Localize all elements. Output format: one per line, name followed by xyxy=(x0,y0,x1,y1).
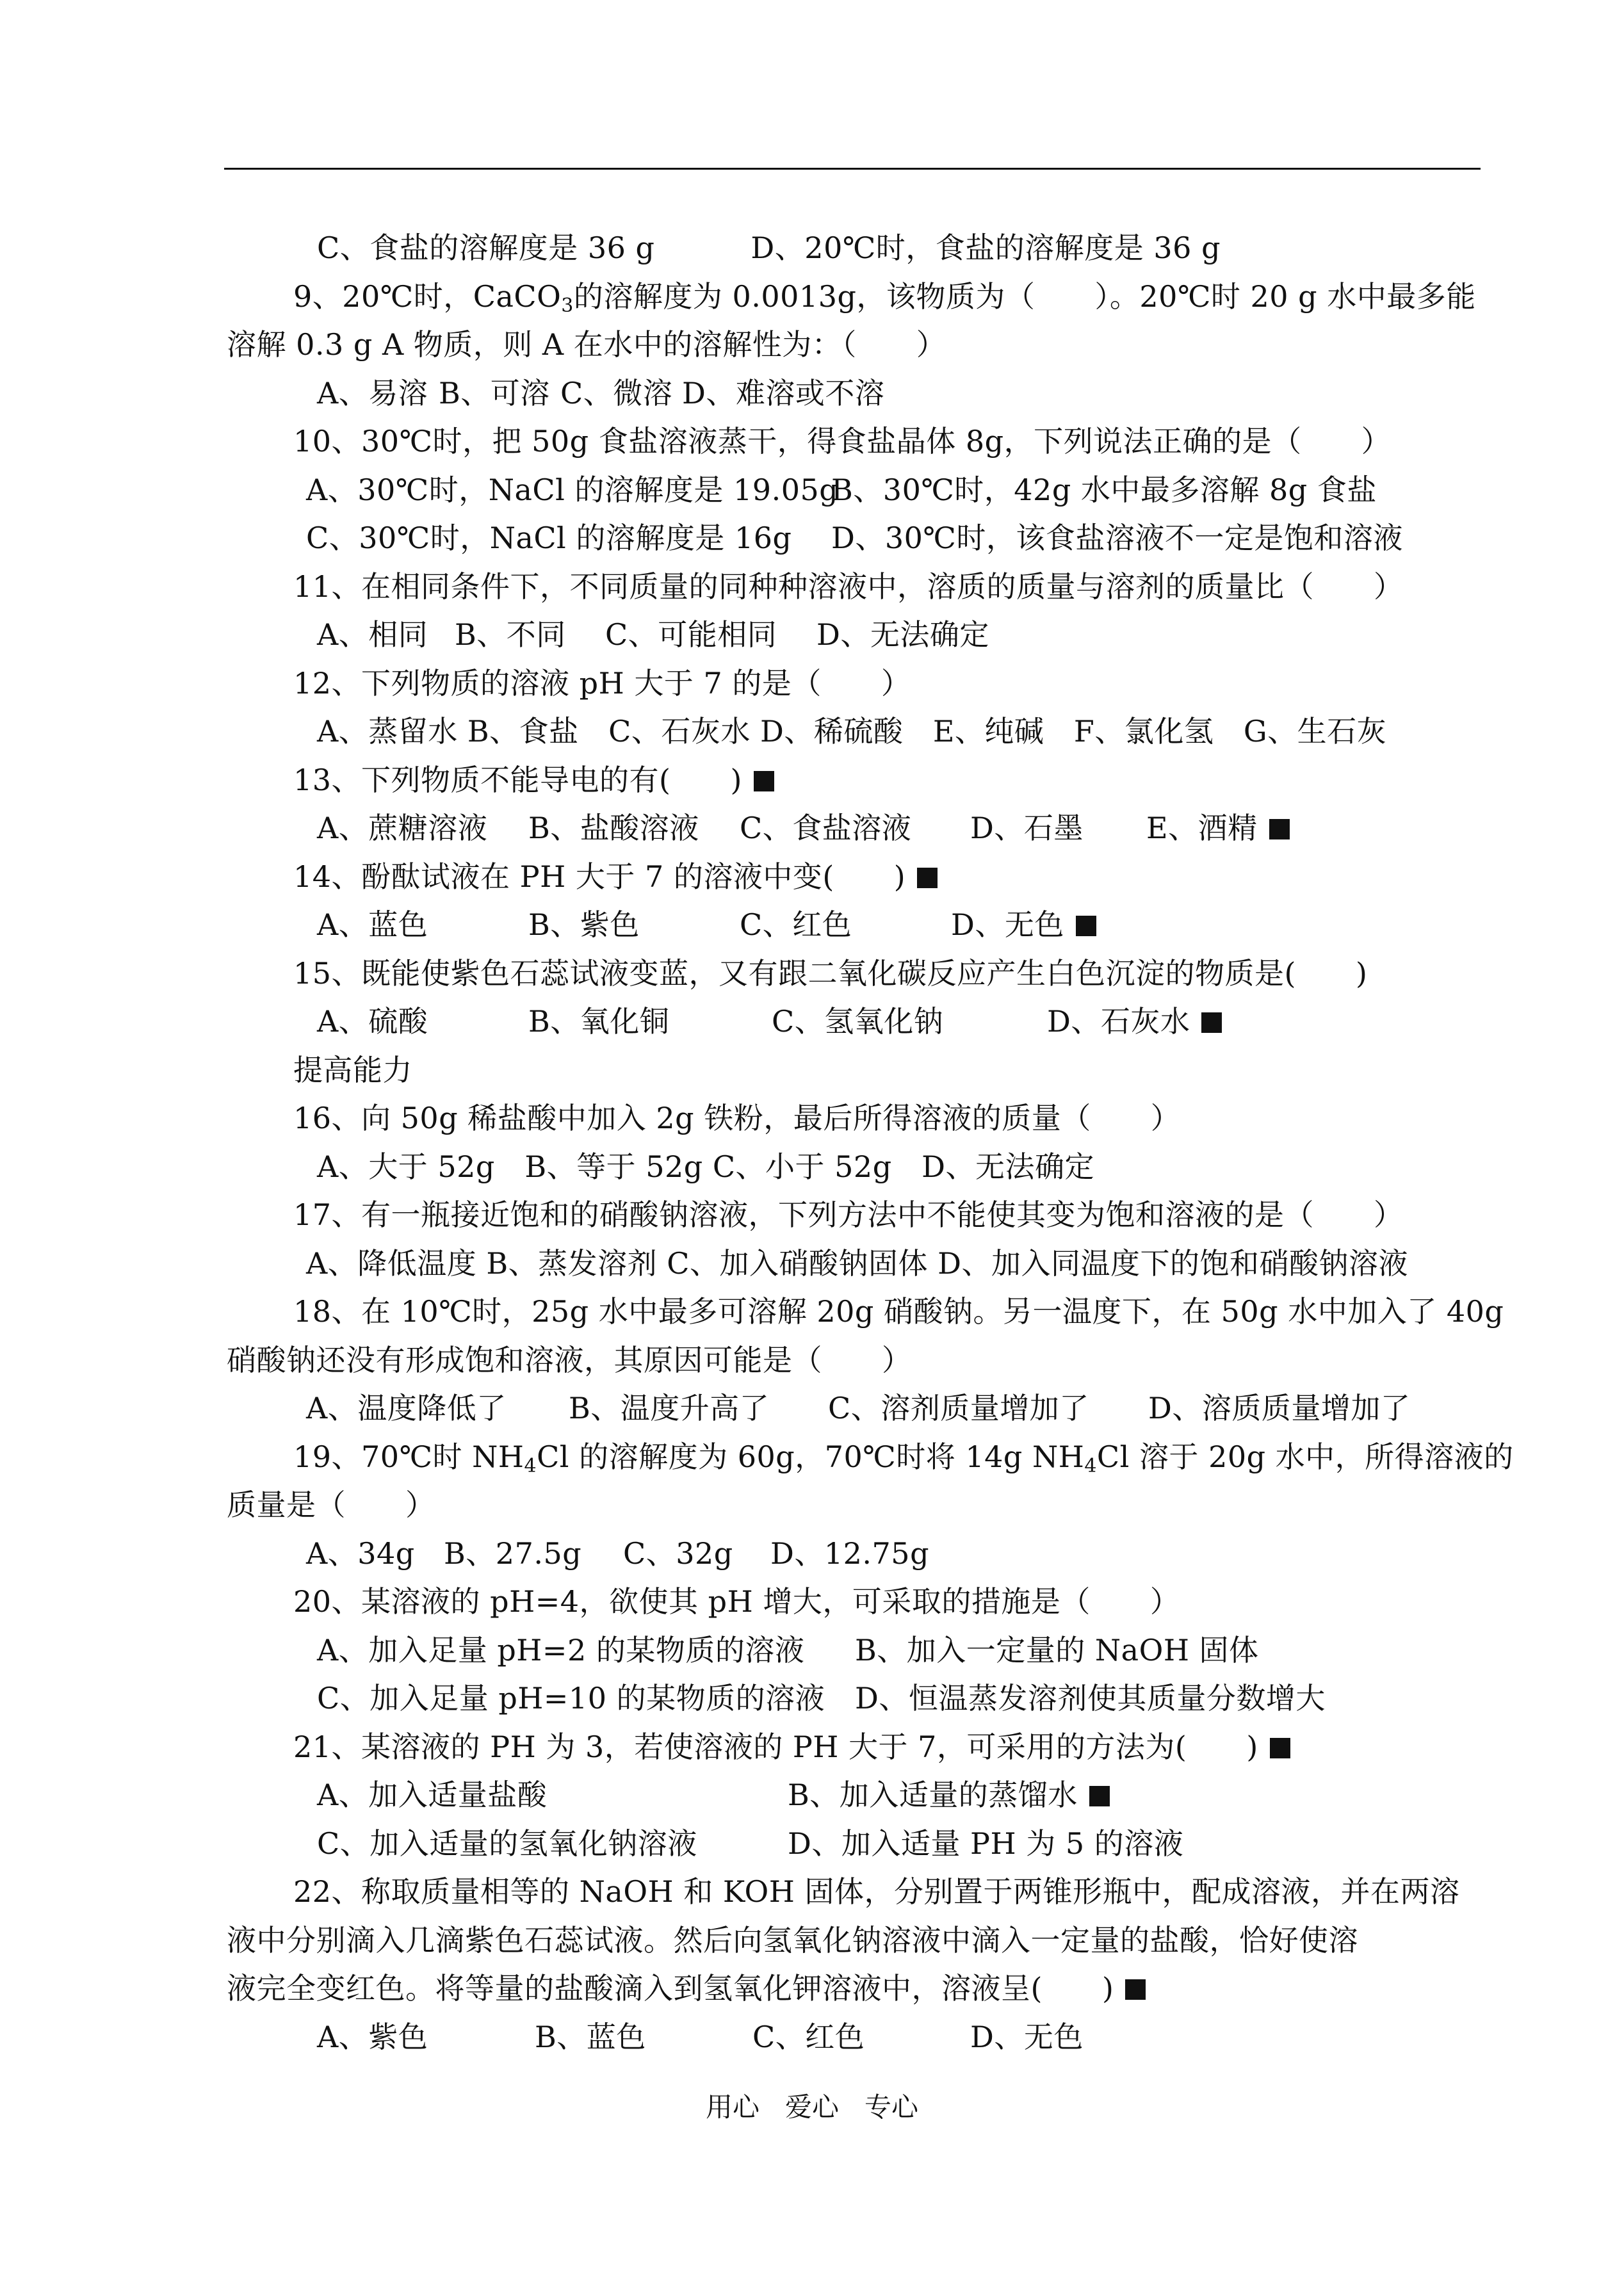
option-d: D、溶质质量增加了 xyxy=(1148,1391,1411,1425)
question-10-options-cd xyxy=(224,514,1481,563)
option-a: A、易溶 xyxy=(317,375,428,410)
question-22-options xyxy=(224,2013,1481,2062)
question-13: 13、下列物质不能导电的有( ) xyxy=(224,756,1481,805)
question-20-options-ab xyxy=(224,1626,1481,1675)
header-rule xyxy=(224,168,1481,170)
option-c: C、红色 xyxy=(752,2019,865,2054)
page-footer xyxy=(0,2086,1624,2125)
question-22-line3: 液完全变红色。将等量的盐酸滴入到氢氧化钾溶液中，溶液呈( ) xyxy=(224,1965,1481,2013)
square-marker-icon xyxy=(917,868,938,888)
question-21-options-cd xyxy=(224,1820,1481,1869)
question-21-options-ab xyxy=(224,1771,1481,1820)
question-10: 10、30℃时，把 50g 食盐溶液蒸干，得食盐晶体 8g，下列说法正确的是（ ） xyxy=(293,424,1392,458)
option-c: C、加入适量的氢氧化钠溶液 xyxy=(317,1826,697,1861)
question-9-options xyxy=(224,369,1481,418)
option-d: D、无色 xyxy=(970,2019,1084,2054)
option-d: D、难溶或不溶 xyxy=(682,375,885,410)
option-d: D、加入适量 PH 为 5 的溶液 xyxy=(788,1826,1184,1861)
option-d: D、石灰水 xyxy=(1047,1004,1190,1039)
option-a: A、紫色 xyxy=(317,2019,428,2054)
question-9-line1: 9、20℃时，CaCO$_3$的溶解度为 0.0013g，该物质为（ ）。20℃时 20 g 水中最多能 xyxy=(293,279,1476,317)
option-e: E、酒精 xyxy=(1146,811,1258,845)
option-d: D、恒温蒸发溶剂使其质量分数增大 xyxy=(855,1681,1326,1715)
question-19-options xyxy=(224,1530,1481,1578)
option-a: A、蓝色 xyxy=(317,907,428,942)
square-marker-icon xyxy=(1125,1979,1146,2000)
option-b: B、盐酸溶液 xyxy=(528,811,699,845)
option-b: B、加入适量的蒸馏水 xyxy=(788,1778,1078,1812)
question-12-options: A、蒸留水 B、食盐 C、石灰水 D、稀硫酸 E、纯碱 F、氯化氢 G、生石灰 xyxy=(317,714,1387,749)
option-c: C、可能相同 xyxy=(605,617,777,652)
question-11-options xyxy=(224,611,1481,660)
question-22-line2: 液中分别滴入几滴紫色石蕊试液。然后向氢氧化钠溶液中滴入一定量的盐酸，恰好使溶 xyxy=(227,1922,1358,1958)
option-c: C、加入足量 pH=10 的某物质的溶液 xyxy=(317,1681,825,1715)
question-21: 21、某溶液的 PH 为 3，若使溶液的 PH 大于 7，可采用的方法为( ) xyxy=(224,1723,1481,1772)
option-b: B、加入一定量的 NaOH 固体 xyxy=(855,1632,1259,1667)
option-c: C、食盐溶液 xyxy=(740,811,912,845)
question-20: 20、某溶液的 pH=4，欲使其 pH 增大，可采取的措施是（ ） xyxy=(293,1584,1180,1619)
question-list xyxy=(224,224,1514,2061)
footer-text-3: 专心 xyxy=(865,2091,919,2123)
option-a: A、相同 xyxy=(317,617,428,652)
question-9-line2: 溶解 0.3 g A 物质，则 A 在水中的溶解性为：（ ） xyxy=(227,327,946,362)
option-d: D、12.75g xyxy=(770,1536,930,1571)
square-marker-icon xyxy=(1269,819,1290,839)
square-marker-icon xyxy=(1076,916,1096,936)
option-c: C、氢氧化钠 xyxy=(772,1004,944,1039)
question-18-line2: 硝酸钠还没有形成饱和溶液，其原因可能是（ ） xyxy=(227,1342,912,1377)
q8-options-cd xyxy=(224,224,1481,273)
option-c: C、溶剂质量增加了 xyxy=(828,1391,1089,1425)
option-c: C、食盐的溶解度是 36 g xyxy=(317,231,655,265)
option-a: A、34g xyxy=(306,1536,415,1571)
option-d: D、30℃时，该食盐溶液不一定是饱和溶液 xyxy=(831,521,1403,555)
square-marker-icon xyxy=(754,771,774,791)
question-22-line1: 22、称取质量相等的 NaOH 和 KOH 固体，分别置于两锥形瓶中，配成溶液，并在两溶 xyxy=(293,1874,1460,1909)
option-a: A、蔗糖溶液 xyxy=(317,811,488,845)
option-d: D、石墨 xyxy=(970,811,1084,845)
question-12: 12、下列物质的溶液 pH 大于 7 的是（ ） xyxy=(293,665,911,701)
square-marker-icon xyxy=(1089,1786,1110,1806)
option-b: B、蓝色 xyxy=(535,2019,646,2054)
question-17-options: A、降低温度 B、蒸发溶剂 C、加入硝酸钠固体 D、加入同温度下的饱和硝酸钠溶液 xyxy=(306,1245,1408,1281)
question-18-options xyxy=(224,1384,1481,1433)
option-a: A、硫酸 xyxy=(317,1004,428,1039)
question-15-options xyxy=(224,998,1481,1046)
option-a: A、温度降低了 xyxy=(306,1391,507,1425)
option-d: D、无法确定 xyxy=(816,617,989,652)
option-a: A、加入适量盐酸 xyxy=(317,1778,548,1812)
option-d: D、无色 xyxy=(951,907,1064,942)
option-b: B、30℃时，42g 水中最多溶解 8g 食盐 xyxy=(831,472,1377,507)
square-marker-icon xyxy=(1270,1738,1290,1758)
question-11: 11、在相同条件下，不同质量的同种种溶液中，溶质的质量与溶剂的质量比（ ） xyxy=(293,569,1404,604)
question-10-options-ab xyxy=(224,466,1481,515)
option-c: C、红色 xyxy=(740,907,852,942)
section-heading: 提高能力 xyxy=(293,1052,412,1087)
square-marker-icon xyxy=(1201,1012,1222,1033)
option-b: B、不同 xyxy=(455,617,566,652)
question-20-options-cd xyxy=(224,1675,1481,1723)
footer-text-2: 爱心 xyxy=(784,2091,839,2123)
question-17: 17、有一瓶接近饱和的硝酸钠溶液，下列方法中不能使其变为饱和溶液的是（ ） xyxy=(293,1197,1404,1232)
option-b: B、温度升高了 xyxy=(569,1391,770,1425)
option-b: B、氧化铜 xyxy=(528,1004,670,1039)
question-14: 14、酚酞试液在 PH 大于 7 的溶液中变( ) xyxy=(224,853,1481,902)
option-c: C、32g xyxy=(623,1536,733,1571)
option-b: B、27.5g xyxy=(444,1536,582,1571)
question-16-options: A、大于 52g B、等于 52g C、小于 52g D、无法确定 xyxy=(317,1149,1095,1184)
option-a: A、30℃时，NaCl 的溶解度是 19.05g xyxy=(306,472,839,507)
question-15: 15、既能使紫色石蕊试液变蓝，又有跟二氧化碳反应产生白色沉淀的物质是( ) xyxy=(293,955,1368,991)
option-b: B、可溶 xyxy=(439,375,550,410)
question-14-options xyxy=(224,901,1481,950)
option-c: C、30℃时，NaCl 的溶解度是 16g xyxy=(306,521,792,555)
option-b: B、紫色 xyxy=(528,907,640,942)
option-d: D、20℃时，食盐的溶解度是 36 g xyxy=(751,231,1221,265)
question-19-line1: 19、70℃时 $NH_4Cl$ 的溶解度为 60g，70℃时将 14g $NH_4Cl$ 溶于 20g 水中，所得溶液的 xyxy=(293,1439,1514,1477)
footer-text-1: 用心 xyxy=(705,2091,759,2123)
question-18-line1: 18、在 10℃时，25g 水中最多可溶解 20g 硝酸钠。另一温度下，在 50g 水中加入了 40g xyxy=(293,1294,1504,1329)
question-13-options xyxy=(224,804,1481,853)
option-c: C、微溶 xyxy=(560,375,673,410)
question-19-line2: 质量是（ ） xyxy=(227,1488,435,1522)
option-a: A、加入足量 pH=2 的某物质的溶液 xyxy=(317,1632,805,1667)
question-16: 16、向 50g 稀盐酸中加入 2g 铁粉，最后所得溶液的质量（ ） xyxy=(293,1101,1181,1135)
